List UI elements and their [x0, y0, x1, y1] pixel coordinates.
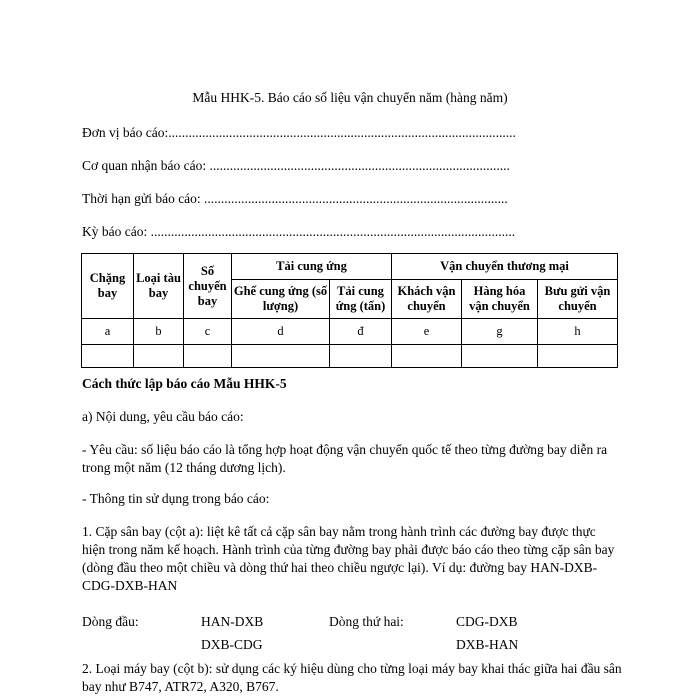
field-reporting-period: Kỳ báo cáo: ............................................................................................................ — [82, 224, 516, 239]
column-code: a — [82, 319, 134, 345]
column-code: b — [134, 319, 184, 345]
header-payload: Tải cung ứng (tấn) — [330, 280, 392, 319]
header-cargo: Hàng hóa vận chuyển — [462, 280, 538, 319]
empty-data-row — [82, 345, 618, 368]
report-table — [81, 253, 618, 368]
header-capacity: Tải cung ứng — [232, 254, 392, 280]
field-receiving-agency: Cơ quan nhận báo cáo: ......................................................................................... — [82, 158, 510, 173]
second-line-value-2: DXB-HAN — [456, 637, 519, 652]
column-code: e — [392, 319, 462, 345]
header-aircraft-type: Loại tàu bay — [134, 254, 184, 319]
column-code: h — [538, 319, 618, 345]
first-line-label: Dòng đầu: — [82, 614, 139, 629]
column-code: d — [232, 319, 330, 345]
column-code: g — [462, 319, 538, 345]
field-reporting-unit: Đơn vị báo cáo:....................................................................................................... — [82, 125, 516, 140]
header-city-pair: Chặng bay — [82, 254, 134, 319]
section-a-heading: a) Nội dung, yêu cầu báo cáo: — [82, 409, 244, 424]
info-used-heading: - Thông tin sử dụng trong báo cáo: — [82, 491, 270, 506]
second-line-label: Dòng thứ hai: — [329, 614, 404, 629]
item-1-paragraph: 1. Cặp sân bay (cột a): liệt kê tất cả cặp sân bay nằm trong hành trình các đường bay được thực hiện trong năm kế hoạch. Hành trình của từng đường bay phải được báo cáo theo từng cặp sân bay (dòng đầu theo một chiều và dòng thứ hai theo chiều ngược lại). Ví dụ: đường bay HAN-DXB-CDG-DXB-HAN — [82, 524, 615, 593]
header-passengers: Khách vận chuyển — [392, 280, 462, 319]
first-line-value-1: HAN-DXB — [201, 614, 264, 629]
field-submission-deadline: Thời hạn gửi báo cáo: .......................................................................................... — [82, 191, 508, 206]
item-2-paragraph: 2. Loại máy bay (cột b): sử dụng các ký hiệu dùng cho từng loại máy bay khai thác giữa hai đầu sân bay như B747, ATR72, A320, B767. — [82, 661, 622, 694]
requirement-paragraph: - Yêu cầu: số liệu báo cáo là tổng hợp hoạt động vận chuyển quốc tế theo từng đường bay diễn ra trong một năm (12 tháng dương lịch). — [82, 442, 608, 475]
header-mail: Bưu gửi vận chuyển — [538, 280, 618, 319]
column-code: đ — [330, 319, 392, 345]
header-flights: Số chuyến bay — [184, 254, 232, 319]
second-line-value-1: CDG-DXB — [456, 614, 518, 629]
header-seats: Ghế cung ứng (số lượng) — [232, 280, 330, 319]
instructions-heading: Cách thức lập báo cáo Mẫu HHK-5 — [82, 376, 287, 391]
column-code: c — [184, 319, 232, 345]
form-title: Mẫu HHK-5. Báo cáo số liệu vận chuyển năm (hàng năm) — [192, 90, 508, 105]
first-line-value-2: DXB-CDG — [201, 637, 263, 652]
header-commercial-transport: Vận chuyển thương mại — [392, 254, 618, 280]
